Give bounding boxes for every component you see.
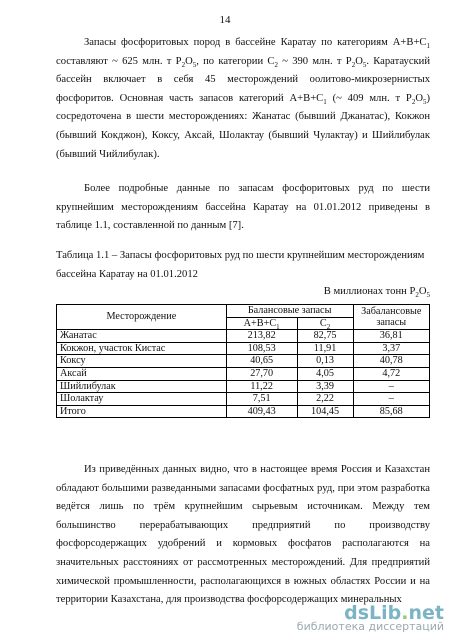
table-row: [57, 367, 430, 380]
header-deposit: Месторождение: [57, 305, 227, 330]
cell-off-balance: –: [353, 393, 429, 406]
table-row-total: [57, 405, 430, 418]
cell-deposit: Итого: [57, 405, 227, 418]
dslib-watermark[interactable]: [297, 602, 444, 633]
cell-abc1: 7,51: [226, 393, 297, 406]
header-abc1: $А+В+С_1$: [226, 317, 297, 330]
paragraph-details: Более подробные данные по запасам фосфоритовых руд по шести крупнейшим месторождениям бассейна Каратау на 01.01.2012 приведены в таблице 1.1, составленной по данным [7].: [56, 183, 430, 232]
cell-deposit: Жанатас: [57, 330, 227, 343]
cell-c2: 11,91: [297, 342, 353, 355]
cell-off-balance: 85,68: [353, 405, 429, 418]
cell-c2: 0,13: [297, 355, 353, 368]
cell-c2: 4,05: [297, 367, 353, 380]
cell-abc1: 409,43: [226, 405, 297, 418]
cell-c2: 2,22: [297, 393, 353, 406]
page-number: 14: [219, 14, 231, 26]
header-off-balance: Забалансовые запасы: [353, 305, 429, 330]
table-units: В миллионах тонн $P_2O_5$: [323, 286, 430, 300]
paragraph-conclusion: Из приведённых данных видно, что в настоящее время Россия и Казахстан обладают большими разведанными запасами фосфатных руд, при этом разработка ведётся лишь по трём крупнейшим сырьевым источникам. Между тем большинство перерабатывающих предприятий по производству фосфорсодержащих удобрений и кормовых фосфатов располагаются на значительных расстояниях от рассмотренных месторождений. Для предприятий химической промышленности, располагающихся в южных областях России и на территории Казахстана, для производства фосфорсодержащих минеральных: [56, 464, 430, 606]
cell-off-balance: 40,78: [353, 355, 429, 368]
table-row: [57, 330, 430, 343]
paragraph-reserves: Запасы фосфоритовых пород в бассейне Каратау по категориям $А+В+С_1$ составляют ~ 625 млн. т $P_2O_5$, по категории $С_2$ ~ 390 млн. т $P_2O_5$. Каратауский бассейн включает в себя 45 месторождений оолитово-микрозернистых фосфоритов. Основная часть запасов категорий $А+В+С_1$ (~ 409 млн. т $P_2O_5$) сосредоточена в шести месторождениях: Жанатас (бывший Джанатас), Кокжон (бывший Кокджон), Коксу, Аксай, Шолактау (бывший Чулактау) и Шийлибулак (бывший Чийлибулак).: [56, 37, 431, 160]
table-caption: Таблица 1.1 – Запасы фосфоритовых руд по шести крупнейшим месторождениям бассейна Каратау на 01.01.2012: [56, 250, 425, 280]
cell-c2: 104,45: [297, 405, 353, 418]
table-row: [57, 393, 430, 406]
cell-off-balance: –: [353, 380, 429, 393]
cell-abc1: 108,53: [226, 342, 297, 355]
dslib-logo: dsLib.net: [344, 602, 444, 624]
cell-c2: 82,75: [297, 330, 353, 343]
cell-abc1: 40,65: [226, 355, 297, 368]
cell-deposit: Шийлибулак: [57, 380, 227, 393]
cell-c2: 3,39: [297, 380, 353, 393]
cell-off-balance: 3,37: [353, 342, 429, 355]
cell-off-balance: 36,81: [353, 330, 429, 343]
header-c2: $С_2$: [297, 317, 353, 330]
cell-abc1: 11,22: [226, 380, 297, 393]
cell-deposit: Коксу: [57, 355, 227, 368]
table-row: [57, 342, 430, 355]
cell-abc1: 27,70: [226, 367, 297, 380]
cell-off-balance: 4,72: [353, 367, 429, 380]
dslib-tagline: библиотека диссертаций: [296, 620, 444, 633]
cell-abc1: 213,82: [226, 330, 297, 343]
table-row: [57, 380, 430, 393]
cell-deposit: Шолактау: [57, 393, 227, 406]
reserves-table: [56, 304, 430, 418]
cell-deposit: Аксай: [57, 367, 227, 380]
header-balance: Балансовые запасы: [226, 305, 353, 318]
table-row: [57, 355, 430, 368]
cell-deposit: Кокжон, участок Кистас: [57, 342, 227, 355]
